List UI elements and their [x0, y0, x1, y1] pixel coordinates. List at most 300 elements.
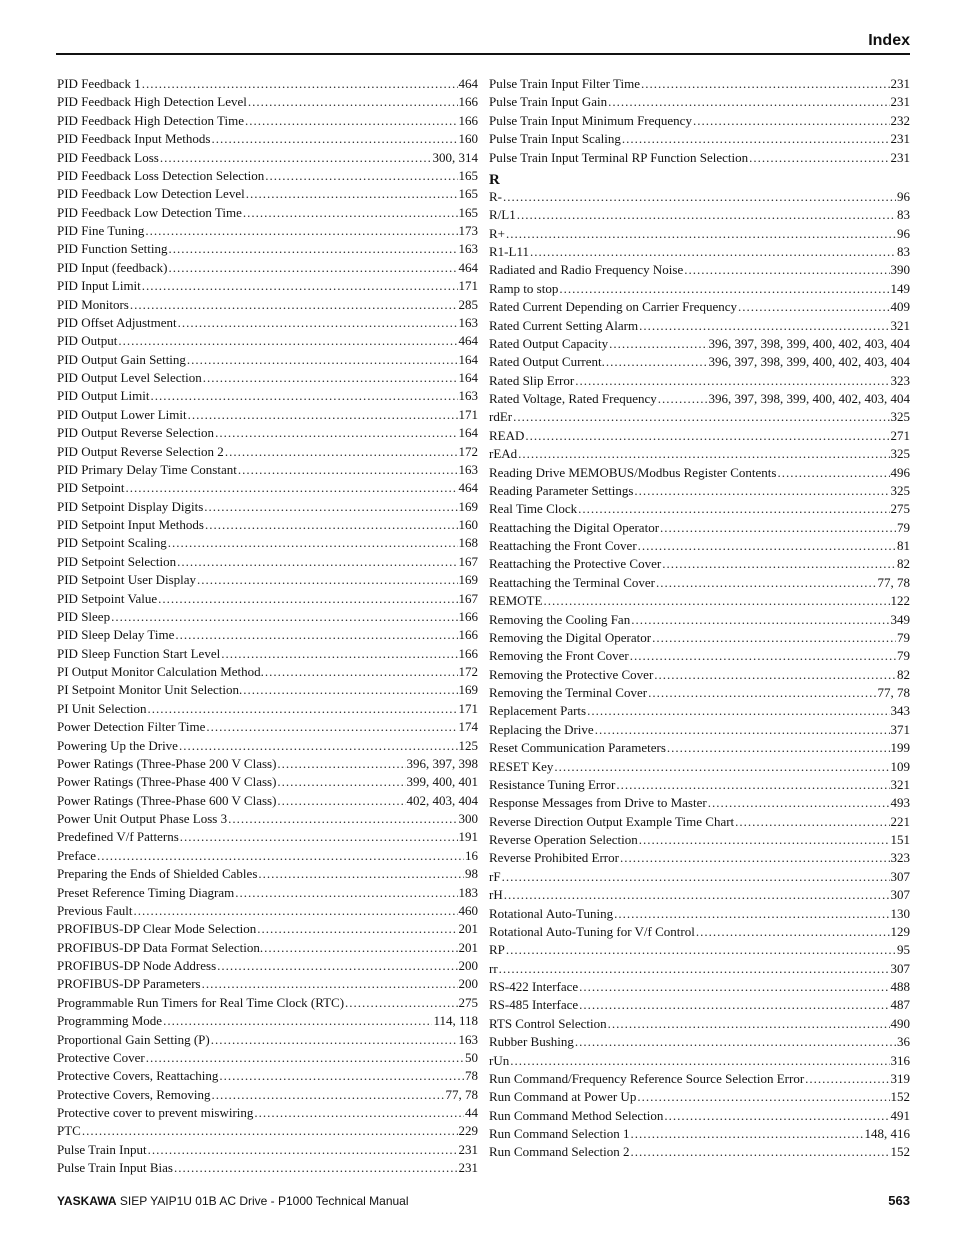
index-term: PID Fine Tuning: [57, 223, 145, 238]
index-term: Real Time Clock: [489, 501, 578, 517]
index-page-numbers: 229: [458, 1123, 478, 1139]
index-entry: [57, 773, 478, 791]
dot-leader: [578, 500, 889, 518]
index-page-numbers: 271: [890, 427, 910, 443]
index-term: Rated Current Depending on Carrier Frequency: [489, 299, 738, 315]
dot-leader: [97, 847, 464, 865]
index-page-numbers: 95: [897, 942, 910, 958]
index-page-numbers: 285: [458, 296, 478, 312]
index-term: PROFIBUS-DP Clear Mode Selection: [57, 921, 257, 937]
footer-page-number: 563: [888, 1193, 910, 1208]
index-entry: [57, 332, 478, 350]
dot-leader: [345, 994, 457, 1012]
dot-leader: [503, 188, 896, 206]
index-entry: [57, 387, 478, 405]
index-entry: [57, 1067, 478, 1085]
dot-leader: [180, 828, 458, 846]
index-term: Response Messages from Drive to Master: [489, 795, 707, 811]
dot-leader: [205, 516, 458, 534]
index-page-numbers: 77, 78: [877, 574, 910, 590]
index-page-numbers: 165: [458, 186, 478, 202]
dot-leader: [243, 681, 457, 699]
dot-leader: [595, 721, 890, 739]
index-term: Reverse Operation Selection: [489, 832, 638, 847]
index-entry: [57, 718, 478, 736]
index-entry: [489, 335, 910, 353]
section-letter-heading: R: [489, 171, 500, 188]
dot-leader: [248, 93, 458, 111]
index-term: PI Output Monitor Calculation Method.: [57, 664, 264, 679]
index-entry: [57, 93, 478, 111]
index-entry: [489, 500, 910, 518]
index-page-numbers: 232: [890, 112, 910, 128]
index-entry: [489, 537, 910, 555]
dot-leader: [631, 611, 889, 629]
index-page-numbers: 166: [458, 608, 478, 624]
dot-leader: [504, 886, 890, 904]
index-entry: [57, 1159, 478, 1177]
dot-leader: [662, 555, 896, 573]
dot-leader: [579, 996, 889, 1014]
index-entry: [57, 681, 478, 699]
index-entry: [57, 1141, 478, 1159]
index-entry: [57, 498, 478, 516]
index-page-numbers: 201: [458, 921, 478, 937]
index-page-numbers: 83: [897, 207, 910, 223]
dot-leader: [142, 75, 458, 93]
index-term: PID Offset Adjustment: [57, 314, 177, 330]
index-entry: [57, 461, 478, 479]
index-entry: [57, 222, 478, 240]
index-term: REMOTE: [489, 593, 543, 609]
index-entry: [489, 574, 910, 592]
index-page-numbers: 96: [897, 225, 910, 241]
index-term: PID Setpoint Selection: [57, 553, 177, 569]
index-entry: [489, 629, 910, 647]
index-entry: [57, 1012, 478, 1030]
index-term: Radiated and Radio Frequency Noise: [489, 262, 684, 278]
dot-leader: [554, 758, 889, 776]
index-entry: [489, 188, 910, 206]
index-entry: [489, 317, 910, 335]
dot-leader: [211, 1086, 444, 1104]
index-page-numbers: 390: [890, 262, 910, 278]
index-entry: [489, 960, 910, 978]
dot-leader: [638, 537, 896, 555]
index-page-numbers: 173: [458, 223, 478, 238]
index-entry: [57, 1031, 478, 1049]
dot-leader: [630, 1125, 863, 1143]
index-entry: [489, 776, 910, 794]
index-term: PID Output Limit: [57, 388, 150, 404]
index-entry: [57, 240, 478, 258]
index-page-numbers: 148, 416: [864, 1126, 910, 1141]
index-term: RS-485 Interface: [489, 997, 579, 1013]
index-term: Protective Covers, Removing: [57, 1086, 211, 1102]
index-page-numbers: 487: [890, 997, 910, 1013]
dot-leader: [142, 277, 458, 295]
index-page-numbers: 165: [458, 204, 478, 220]
index-page-numbers: 323: [890, 850, 910, 866]
index-term: Rotational Auto-Tuning: [489, 905, 614, 921]
index-entry: [489, 243, 910, 261]
dot-leader: [506, 225, 896, 243]
index-entry: [57, 185, 478, 203]
index-page-numbers: 78: [465, 1068, 478, 1084]
index-term: Removing the Cooling Fan: [489, 611, 631, 627]
dot-leader: [219, 1067, 464, 1085]
index-page-numbers: 396, 397, 398: [406, 755, 478, 771]
dot-leader: [111, 608, 457, 626]
dot-leader: [575, 1033, 896, 1051]
dot-leader: [517, 206, 896, 224]
index-entry: [57, 443, 478, 461]
index-term: PID Output Gain Setting: [57, 351, 186, 367]
index-page-numbers: 152: [890, 1089, 910, 1105]
index-page-numbers: 96: [897, 188, 910, 204]
index-entry: [489, 482, 910, 500]
index-entry: [57, 204, 478, 222]
index-term: Rubber Bushing: [489, 1034, 574, 1050]
index-page-numbers: 493: [890, 795, 910, 811]
index-entry: [57, 920, 478, 938]
index-page-numbers: 402, 403, 404: [406, 792, 478, 808]
index-page-numbers: 231: [458, 1141, 478, 1157]
index-term: PID Input Limit: [57, 278, 141, 294]
index-entry: [57, 994, 478, 1012]
index-entry: [57, 608, 478, 626]
index-term: PID Setpoint User Display: [57, 572, 197, 588]
index-term: Programmable Run Timers for Real Time Clock (RTC): [57, 994, 345, 1010]
index-entry: [489, 112, 910, 130]
index-term: RESET Key: [489, 758, 554, 774]
index-term: R+: [489, 225, 506, 241]
index-page-numbers: 200: [458, 958, 478, 973]
index-page-numbers: 44: [465, 1105, 478, 1120]
dot-leader: [264, 939, 457, 957]
index-page-numbers: 122: [890, 593, 910, 609]
index-term: PID Feedback High Detection Level: [57, 94, 247, 110]
dot-leader: [204, 498, 457, 516]
index-entry: [57, 277, 478, 295]
dot-leader: [559, 280, 889, 298]
index-page-numbers: 98: [465, 866, 478, 882]
index-page-numbers: 325: [890, 482, 910, 498]
index-term: Run Command at Power Up: [489, 1089, 637, 1105]
index-page-numbers: 399, 400, 401: [406, 774, 478, 790]
index-page-numbers: 396, 397, 398, 399, 400, 402, 403, 404: [708, 354, 910, 370]
index-page-numbers: 168: [458, 535, 478, 551]
index-term: RS-422 Interface: [489, 979, 579, 994]
dot-leader: [543, 592, 889, 610]
index-term: Preparing the Ends of Shielded Cables: [57, 866, 258, 882]
dot-leader: [641, 75, 890, 93]
index-term: PID Feedback Input Methods: [57, 131, 211, 147]
index-page-numbers: 319: [890, 1070, 910, 1086]
dot-leader: [530, 243, 896, 261]
index-term: PID Feedback Loss Detection Selection: [57, 167, 265, 183]
index-term: PID Setpoint Value: [57, 590, 158, 606]
dot-leader: [221, 645, 457, 663]
index-page-numbers: 349: [890, 611, 910, 627]
index-term: Preset Reference Timing Diagram: [57, 884, 235, 900]
dot-leader: [257, 920, 457, 938]
index-page-numbers: 171: [458, 278, 478, 294]
dot-leader: [660, 519, 896, 537]
index-page-numbers: 81: [897, 538, 910, 553]
index-term: R-: [489, 188, 502, 204]
index-entry: [489, 923, 910, 941]
index-entry: [489, 1088, 910, 1106]
index-term: RP: [489, 942, 505, 958]
index-term: PID Setpoint Input Methods: [57, 517, 204, 532]
dot-leader: [197, 571, 457, 589]
index-term: Powering Up the Drive: [57, 737, 178, 753]
index-page-numbers: 50: [465, 1049, 478, 1065]
dot-leader: [502, 868, 890, 886]
dot-leader: [277, 792, 405, 810]
index-entry: [489, 1125, 910, 1143]
dot-leader: [169, 240, 458, 258]
index-page-numbers: 231: [890, 149, 910, 165]
index-term: Pulse Train Input Minimum Frequency: [489, 112, 692, 128]
index-entry: [489, 813, 910, 831]
dot-leader: [614, 905, 889, 923]
index-entry: [57, 957, 478, 975]
index-term: Rated Voltage, Rated Frequency: [489, 391, 657, 406]
index-page-numbers: 151: [890, 832, 910, 847]
index-page-numbers: 316: [890, 1052, 910, 1068]
index-entry: [57, 479, 478, 497]
index-page-numbers: 114, 118: [433, 1013, 478, 1029]
index-page-numbers: 371: [890, 721, 910, 737]
index-entry: [57, 645, 478, 663]
index-entry: [489, 93, 910, 111]
index-entry: [57, 828, 478, 846]
index-entry: [57, 884, 478, 902]
index-entry: [489, 721, 910, 739]
index-entry: [57, 847, 478, 865]
index-page-numbers: 199: [890, 740, 910, 756]
index-term: R/L1: [489, 207, 516, 223]
index-entry: [489, 849, 910, 867]
index-page-numbers: 172: [458, 664, 478, 679]
index-page-numbers: 201: [458, 939, 478, 955]
index-page-numbers: 77, 78: [445, 1086, 478, 1102]
index-term: Removing the Protective Cover: [489, 666, 654, 682]
index-term: PROFIBUS-DP Data Format Selection.: [57, 939, 264, 955]
index-entry: [489, 758, 910, 776]
index-entry: [57, 1104, 478, 1122]
index-term: Power Ratings (Three-Phase 600 V Class): [57, 792, 277, 808]
index-entry: [489, 941, 910, 959]
index-page-numbers: 164: [458, 425, 478, 441]
index-entry: [489, 1052, 910, 1070]
index-term: Reattaching the Terminal Cover: [489, 574, 655, 590]
dot-leader: [175, 626, 457, 644]
index-entry: [57, 369, 478, 387]
dot-leader: [510, 1052, 889, 1070]
index-page-numbers: 163: [458, 314, 478, 330]
index-page-numbers: 460: [458, 902, 478, 918]
dot-leader: [265, 167, 457, 185]
index-page-numbers: 169: [458, 572, 478, 588]
dot-leader: [243, 204, 458, 222]
index-term: Rotational Auto-Tuning for V/f Control: [489, 923, 695, 939]
dot-leader: [158, 590, 457, 608]
index-page-numbers: 166: [458, 645, 478, 661]
dot-leader: [667, 739, 890, 757]
index-entry: [489, 1143, 910, 1161]
dot-leader: [608, 93, 889, 111]
index-entry: [57, 112, 478, 130]
index-entry: [489, 702, 910, 720]
dot-leader: [146, 1049, 464, 1067]
index-column-left: [57, 75, 478, 1178]
index-entry: [489, 555, 910, 573]
index-entry: [489, 280, 910, 298]
dot-leader: [174, 1159, 458, 1177]
index-page-numbers: 231: [458, 1160, 478, 1176]
index-page-numbers: 79: [897, 629, 910, 645]
index-page-numbers: 164: [458, 351, 478, 367]
index-entry: [489, 408, 910, 426]
index-page-numbers: 130: [890, 905, 910, 921]
index-term: PID Feedback 1: [57, 76, 141, 91]
index-page-numbers: 464: [458, 76, 478, 91]
index-page-numbers: 149: [890, 280, 910, 296]
index-entry: [489, 647, 910, 665]
dot-leader: [518, 445, 889, 463]
footer-manual-title: [57, 1194, 409, 1208]
index-entry: [57, 571, 478, 589]
index-page-numbers: 109: [890, 758, 910, 774]
index-page-numbers: 169: [458, 682, 478, 698]
index-page-numbers: 82: [897, 556, 910, 572]
index-entry: [489, 372, 910, 390]
dot-leader: [652, 629, 896, 647]
dot-leader: [179, 737, 458, 755]
index-term: Pulse Train Input Bias: [57, 1160, 173, 1176]
index-entry: [489, 261, 910, 279]
index-entry: [57, 1049, 478, 1067]
index-page-numbers: 323: [890, 372, 910, 388]
dot-leader: [608, 1015, 890, 1033]
index-term: Reverse Prohibited Error: [489, 850, 619, 866]
index-page-numbers: 174: [458, 719, 478, 735]
index-term: PID Monitors: [57, 296, 129, 312]
dot-leader: [656, 574, 877, 592]
index-page-numbers: 464: [458, 480, 478, 496]
index-term: PID Output Reverse Selection: [57, 425, 215, 441]
index-term: Preface: [57, 847, 96, 863]
index-column-right: [489, 75, 910, 1162]
index-entry: [489, 445, 910, 463]
index-page-numbers: 409: [890, 299, 910, 315]
index-page-numbers: 129: [890, 923, 910, 939]
index-page-numbers: 79: [897, 648, 910, 664]
index-term: rUn: [489, 1052, 510, 1068]
index-page-numbers: 171: [458, 406, 478, 422]
index-term: rF: [489, 868, 501, 884]
dot-leader: [211, 130, 457, 148]
dot-leader: [202, 975, 458, 993]
dot-leader: [777, 464, 889, 482]
index-page-numbers: 396, 397, 398, 399, 400, 402, 403, 404: [708, 335, 910, 351]
index-page-numbers: 166: [458, 94, 478, 110]
index-entry: [57, 149, 478, 167]
index-term: Run Command Selection 1: [489, 1126, 630, 1141]
index-term: Reattaching the Digital Operator: [489, 519, 660, 535]
index-page-numbers: 77, 78: [877, 685, 910, 700]
dot-leader: [579, 978, 889, 996]
dot-leader: [277, 773, 405, 791]
index-page-numbers: 325: [890, 409, 910, 425]
index-page-numbers: 152: [890, 1144, 910, 1160]
index-term: Resistance Tuning Error: [489, 776, 616, 792]
index-term: Power Ratings (Three-Phase 200 V Class): [57, 755, 277, 771]
dot-leader: [188, 406, 458, 424]
index-entry: [489, 886, 910, 904]
index-page-numbers: 165: [458, 167, 478, 183]
index-entry: [57, 590, 478, 608]
index-entry: [489, 1033, 910, 1051]
index-term: Proportional Gain Setting (P): [57, 1031, 210, 1047]
dot-leader: [206, 718, 457, 736]
index-term: PROFIBUS-DP Node Address: [57, 958, 217, 973]
dot-leader: [118, 332, 457, 350]
dot-leader: [211, 1031, 458, 1049]
dot-leader: [133, 902, 457, 920]
index-term: PID Feedback Loss: [57, 149, 159, 165]
dot-leader: [606, 353, 708, 371]
dot-leader: [245, 112, 457, 130]
footer-brand: YASKAWA: [57, 1194, 117, 1208]
index-entry: [489, 905, 910, 923]
index-term: Protective Cover: [57, 1049, 145, 1065]
index-term: PID Input (feedback): [57, 259, 168, 275]
index-term: rdEr: [489, 409, 513, 425]
index-entry: [489, 666, 910, 684]
index-entry: [489, 978, 910, 996]
index-term: PI Unit Selection: [57, 700, 147, 716]
index-term: Previous Fault: [57, 902, 133, 918]
dot-leader: [178, 314, 458, 332]
index-page-numbers: 321: [890, 776, 910, 792]
index-entry: [57, 516, 478, 534]
index-entry: [57, 865, 478, 883]
index-page-numbers: 36: [897, 1034, 910, 1050]
index-page-numbers: 307: [890, 960, 910, 976]
dot-leader: [148, 1141, 458, 1159]
index-page-numbers: 231: [890, 76, 910, 91]
index-term: Pulse Train Input: [57, 1141, 147, 1157]
index-page-numbers: 82: [897, 666, 910, 682]
index-entry: [57, 626, 478, 644]
page-header-title: Index: [868, 32, 910, 49]
index-page-numbers: 167: [458, 553, 478, 569]
dot-leader: [177, 553, 457, 571]
index-term: PID Sleep Delay Time: [57, 627, 175, 643]
index-page-numbers: 79: [897, 519, 910, 535]
index-term: Pulse Train Input Terminal RP Function Selection: [489, 149, 749, 165]
index-page-numbers: 172: [458, 443, 478, 459]
index-term: PID Setpoint Scaling: [57, 535, 167, 551]
dot-leader: [587, 702, 889, 720]
dot-leader: [126, 479, 458, 497]
index-term: Run Command Selection 2: [489, 1144, 630, 1160]
index-term: Reattaching the Protective Cover: [489, 556, 662, 572]
